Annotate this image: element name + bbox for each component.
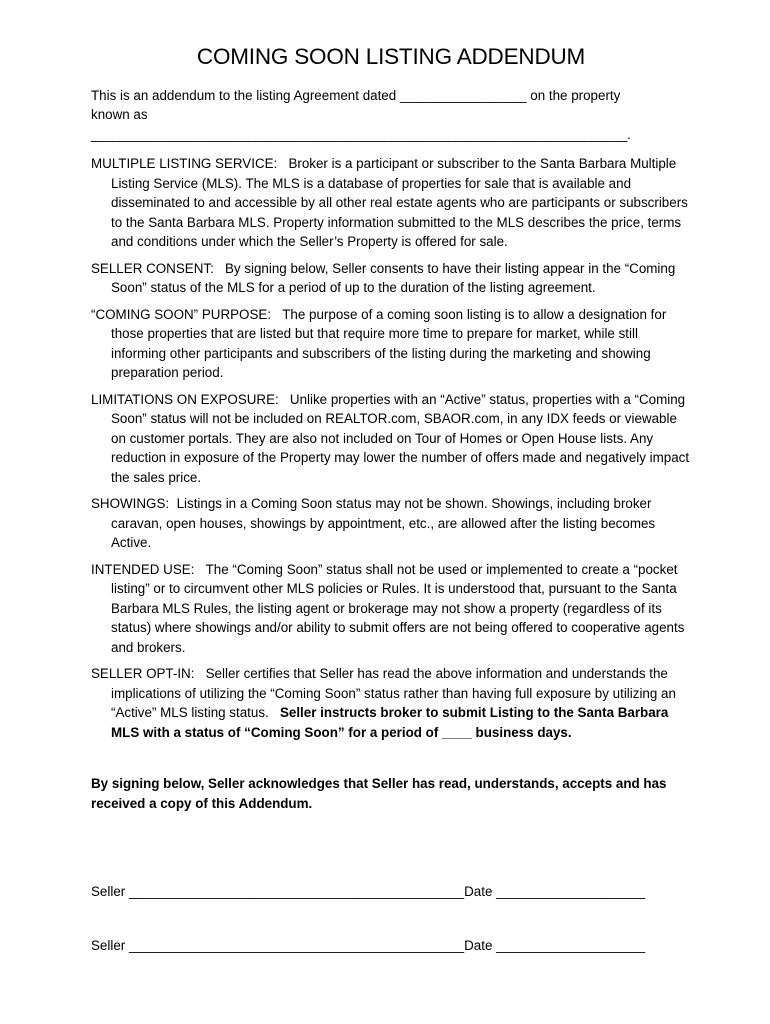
section-intended-use	[91, 560, 691, 658]
section-text: The purpose of a coming soon listing is to allow a designation for those properties that are listed but that require more time to prepare for market, while still informing other participants and subscribers of the listing during the marketing and showing preparation period.	[111, 306, 667, 381]
date-blank[interactable]: ____________________	[496, 884, 646, 899]
section-text: Broker is a participant or subscriber to the Santa Barbara Multiple Listing Service (MLS). The MLS is a database of properties for sale that is available and disseminated to and accessible by all other real estate agents who are participants or subscribers to the Santa Barbara MLS. Property information submitted to the MLS describes the price, terms and conditions under which the Seller’s Property is offered for sale.	[111, 156, 688, 250]
seller-label: Seller	[91, 938, 126, 953]
section-seller-consent	[91, 259, 691, 298]
section-bold-instruction: Seller instructs broker to submit Listing to the Santa Barbara MLS with a status of “Coming Soon” for a period of ____ business days.	[111, 705, 669, 740]
signature-line-2	[91, 937, 645, 955]
date-label: Date	[464, 938, 493, 953]
intro-line-agreement-date: This is an addendum to the listing Agreement dated _________________ on the property	[91, 87, 621, 103]
addendum-document	[91, 44, 691, 814]
date-label: Date	[464, 884, 493, 899]
section-coming-soon-purpose	[91, 305, 691, 383]
section-text: By signing below, Seller consents to have their listing appear in the “Coming Soon” status of the MLS for a period of up to the duration of the listing agreement.	[111, 260, 676, 296]
section-heading: “COMING SOON” PURPOSE:	[91, 306, 272, 322]
intro-paragraph	[91, 86, 691, 145]
section-heading: SHOWINGS:	[91, 496, 170, 512]
section-limitations-on-exposure	[91, 390, 691, 488]
section-heading: SELLER CONSENT:	[91, 260, 214, 276]
date-blank[interactable]: ____________________	[496, 938, 646, 953]
signature-line-1	[91, 883, 645, 901]
section-showings	[91, 494, 691, 553]
section-heading: INTENDED USE:	[91, 561, 195, 577]
section-text: The “Coming Soon” status shall not be used or implemented to create a “pocket listing” or to circumvent other MLS policies or Rules. It is understood that, pursuant to the Santa Barbara MLS Rules, the listing agent or brokerage may not show a property (regardless of its status) where showings and/or ability to submit offers are not being offered to cooperative agents and brokers.	[111, 561, 685, 655]
intro-line-property-blank: ___________________________________________________________________________.	[91, 126, 631, 142]
intro-line-known-as: known as	[91, 107, 148, 123]
section-multiple-listing-service	[91, 154, 691, 252]
seller-signature-blank[interactable]: _____________________________________________	[128, 884, 465, 899]
acknowledgement-paragraph: By signing below, Seller acknowledges that Seller has read, understands, accepts and has received a copy of this Addendum.	[91, 776, 667, 812]
section-text: Unlike properties with an “Active” status, properties with a “Coming Soon” status will not be included on REALTOR.com, SBAOR.com, in any IDX feeds or viewable on customer portals. They are also not included on Tour of Homes or Open House lists. Any reduction in exposure of the Property may lower the number of offers made and negatively impact the sales price.	[111, 391, 690, 485]
document-title: COMING SOON LISTING ADDENDUM	[196, 44, 586, 69]
seller-signature-blank[interactable]: _____________________________________________	[128, 938, 465, 953]
section-text: Seller certifies that Seller has read the above information and understands the implications of utilizing the “Coming Soon” status rather than having full exposure by utilizing an “Active” MLS listing status.	[111, 666, 676, 721]
seller-label: Seller	[91, 884, 126, 899]
section-heading: LIMITATIONS ON EXPOSURE:	[91, 391, 279, 407]
section-seller-opt-in	[91, 664, 691, 742]
section-text: Listings in a Coming Soon status may not be shown. Showings, including broker caravan, open houses, showings by appointment, etc., are allowed after the listing becomes Active.	[111, 496, 656, 551]
section-heading: SELLER OPT-IN:	[91, 666, 195, 682]
section-heading: MULTIPLE LISTING SERVICE:	[91, 156, 278, 172]
